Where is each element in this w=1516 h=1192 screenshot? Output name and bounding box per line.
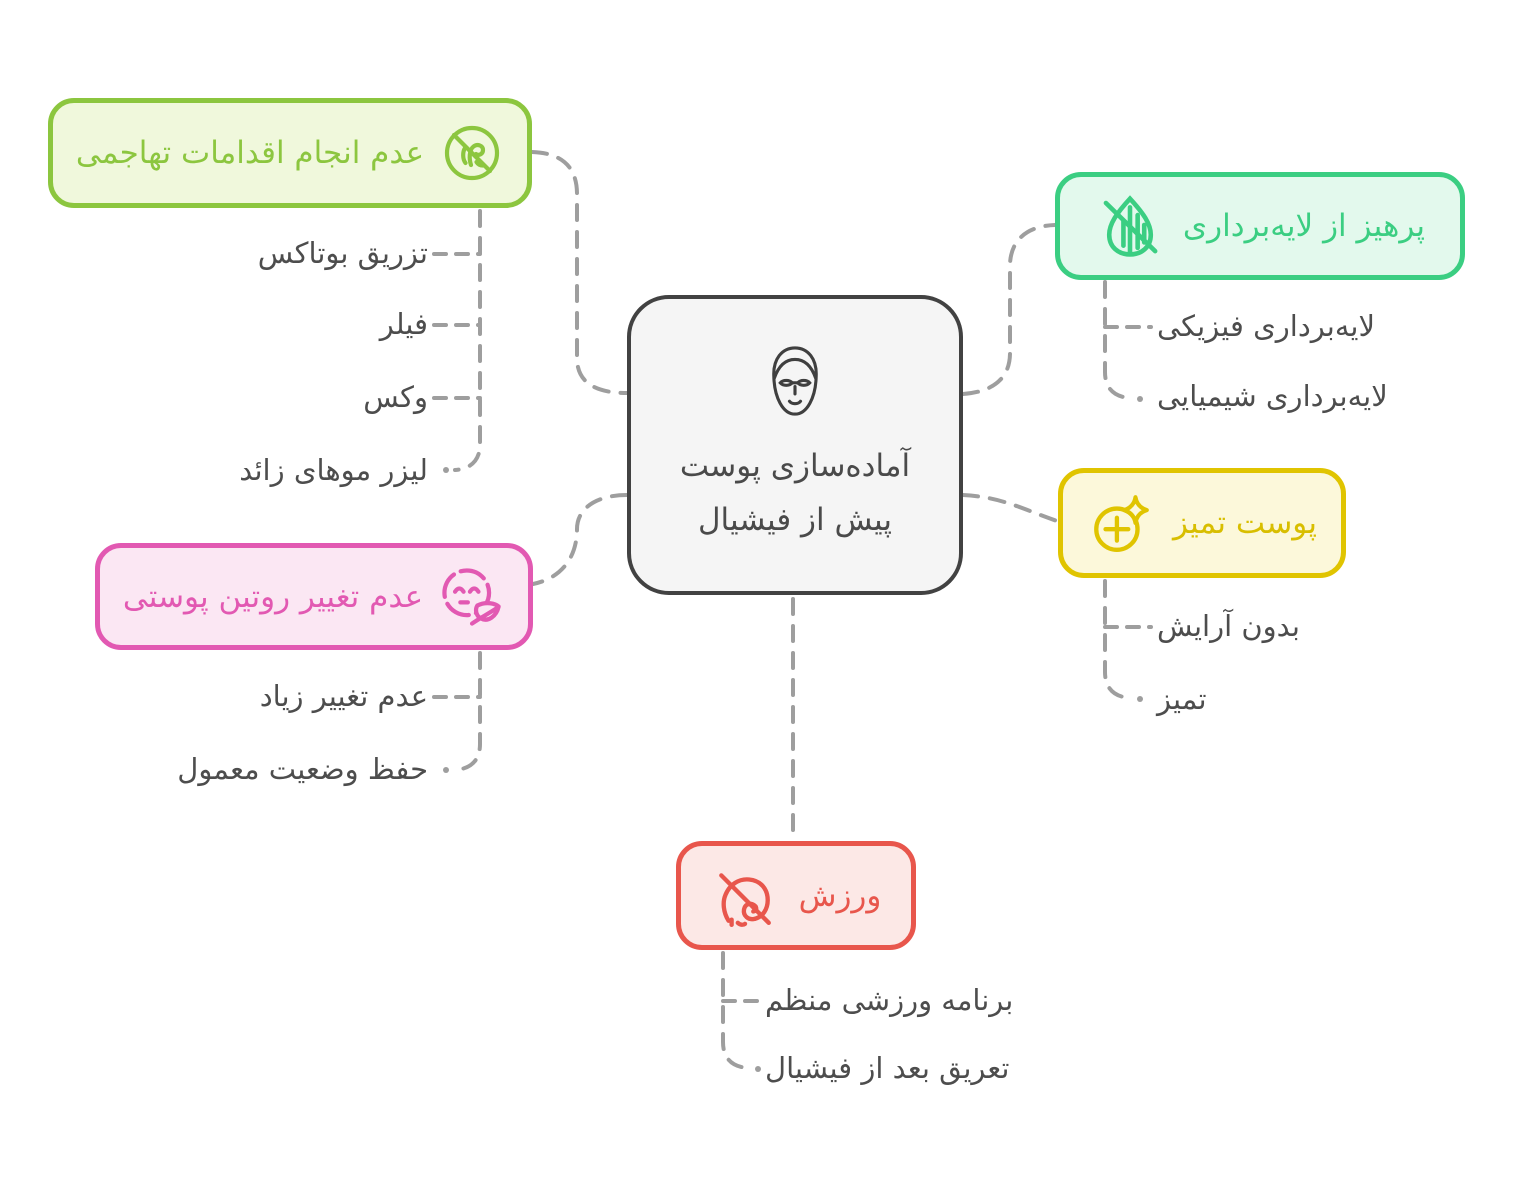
leaf-item-no-big-change[interactable]: عدم تغییر زیاد <box>259 678 428 713</box>
no-exercise-icon <box>711 863 777 929</box>
leaf-item-wax[interactable]: وکس <box>363 379 428 414</box>
branch-label: عدم تغییر روتین پوستی <box>122 578 424 615</box>
trunk-green <box>455 211 480 470</box>
central-title-line2: پیش از فیشیال <box>698 502 892 539</box>
trunk-end-dot-yellow <box>1137 696 1143 702</box>
face-leaf-icon <box>437 563 505 631</box>
connector-center-pink <box>533 495 627 584</box>
trunk-red <box>723 953 748 1068</box>
branch-node-clean-skin[interactable] <box>1058 468 1346 578</box>
leaf-item-laser[interactable]: لیزر موهای زائد <box>239 452 428 487</box>
branch-node-no-invasive[interactable] <box>48 98 532 208</box>
leaf-item-keep-usual[interactable]: حفظ وضعیت معمول <box>177 751 428 786</box>
leaf-item-no-makeup[interactable]: بدون آرایش <box>1157 608 1300 643</box>
branch-label: پوست تمیز <box>1173 505 1317 541</box>
branch-label: ورزش <box>798 877 882 914</box>
connector-center-yellow <box>963 495 1057 521</box>
no-exfoliation-icon <box>1095 191 1165 261</box>
no-invasive-icon <box>440 121 504 185</box>
trunk-end-dot-green <box>443 467 449 473</box>
trunk-mint <box>1105 282 1130 398</box>
trunk-yellow <box>1105 581 1130 698</box>
branch-node-exercise[interactable] <box>676 841 916 950</box>
branch-node-avoid-exfoliation[interactable] <box>1055 172 1465 280</box>
trunk-end-dot-pink <box>443 767 449 773</box>
trunk-pink <box>455 653 480 770</box>
central-title-line1: آماده‌سازی پوست <box>679 448 911 484</box>
connector-center-mint <box>963 225 1055 394</box>
trunk-end-dot-mint <box>1137 396 1143 402</box>
leaf-item-physical-exfoliation[interactable]: لایه‌برداری فیزیکی <box>1157 308 1375 343</box>
central-node-title <box>680 439 910 548</box>
leaf-item-sweating-after-facial[interactable]: تعریق بعد از فیشیال <box>765 1050 1010 1085</box>
trunk-end-dot-red <box>755 1066 761 1072</box>
branch-label: عدم انجام اقدامات تهاجمی <box>75 135 425 171</box>
leaf-item-chemical-exfoliation[interactable]: لایه‌برداری شیمیایی <box>1157 378 1388 413</box>
leaf-item-clean[interactable]: تمیز <box>1157 681 1207 716</box>
face-spa-icon <box>749 333 841 429</box>
branch-label: پرهیز از لایه‌برداری <box>1182 208 1426 244</box>
central-node[interactable] <box>627 295 963 595</box>
branch-node-no-routine-change[interactable] <box>95 543 533 650</box>
leaf-item-filler[interactable]: فیلر <box>379 306 428 341</box>
leaf-item-regular-workout[interactable]: برنامه ورزشی منظم <box>765 982 1014 1017</box>
leaf-item-botox[interactable]: تزریق بوتاکس <box>257 235 428 270</box>
clean-skin-sparkle-icon <box>1087 490 1153 556</box>
connector-center-green <box>532 152 627 393</box>
